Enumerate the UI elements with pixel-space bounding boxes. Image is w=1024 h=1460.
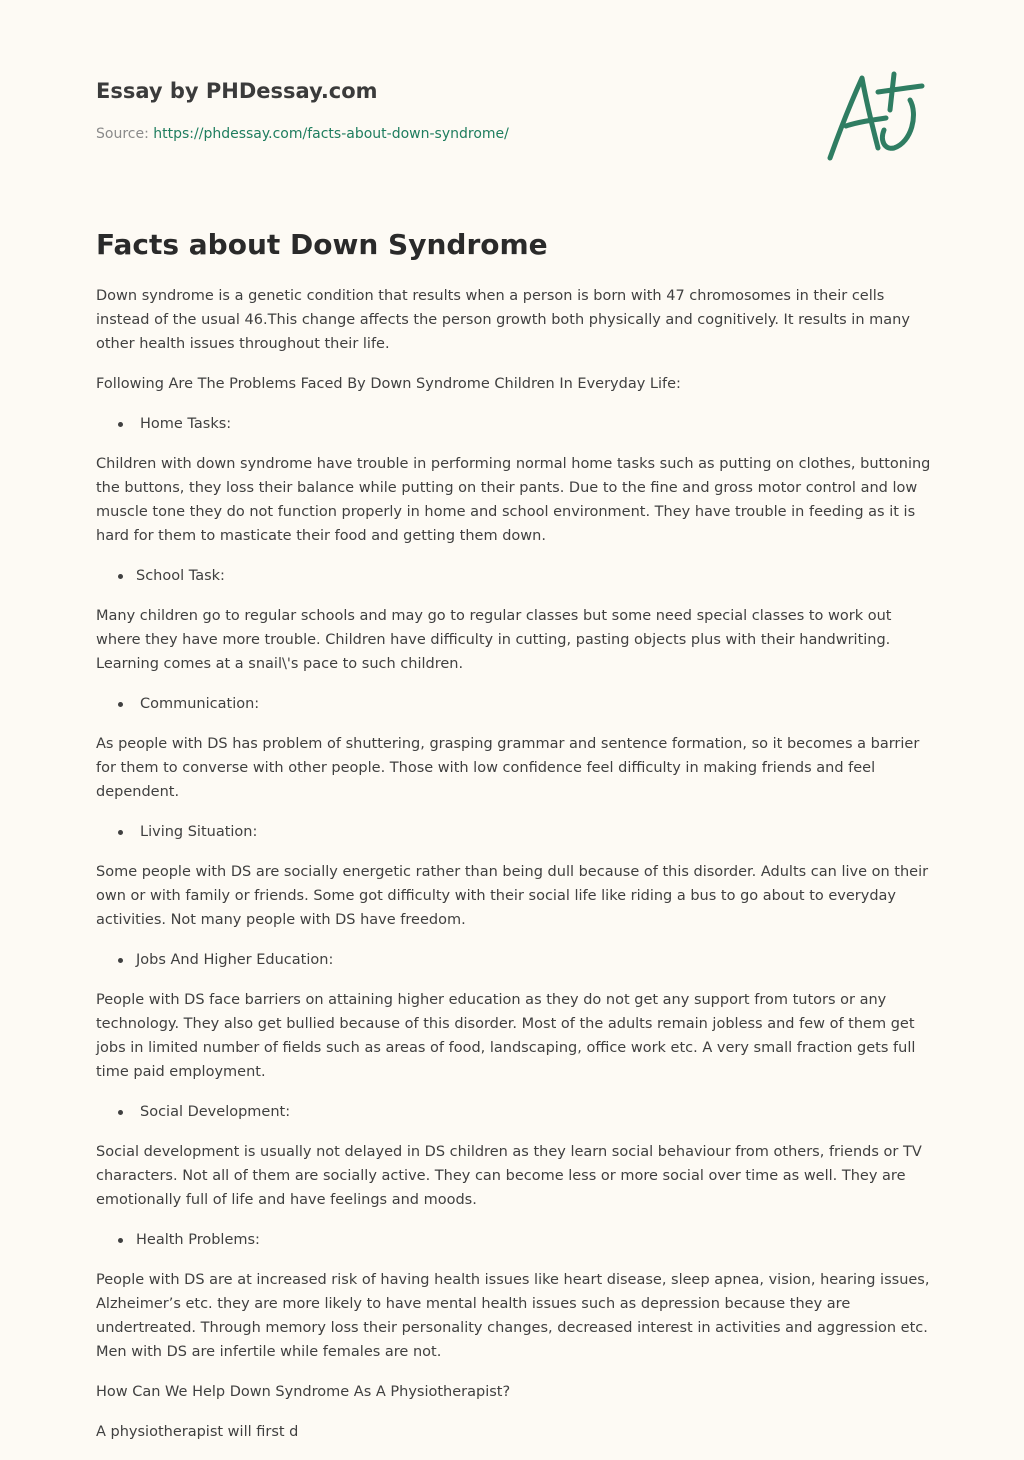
section-list-health — [96, 1228, 932, 1252]
section-heading: Social Development: — [140, 1104, 291, 1120]
list-item — [96, 948, 932, 972]
bullet-icon — [118, 830, 123, 835]
source-link[interactable]: https://phdessay.com/facts-about-down-syndrome/ — [153, 126, 509, 142]
source-label: Source: — [96, 126, 154, 142]
bullet-icon — [118, 702, 123, 707]
section-heading: School Task: — [136, 568, 225, 584]
closing-question: How Can We Help Down Syndrome As A Physiotherapist? — [96, 1384, 511, 1400]
list-item — [96, 692, 932, 716]
section-heading: Health Problems: — [136, 1232, 260, 1248]
section-heading: Living Situation: — [140, 824, 258, 840]
source-line — [96, 124, 509, 144]
brand-title: Essay by PHDessay.com — [96, 79, 378, 103]
lead-paragraph: Following Are The Problems Faced By Down Syndrome Children In Everyday Life: — [96, 376, 681, 392]
section-list-home — [96, 412, 932, 436]
list-item — [96, 564, 932, 588]
section-list-school — [96, 564, 932, 588]
bullet-icon — [118, 1110, 123, 1115]
section-list-living — [96, 820, 932, 844]
list-item — [96, 1100, 932, 1124]
closing-fragment: A physiotherapist will first d — [96, 1424, 299, 1440]
section-list-jobs — [96, 948, 932, 972]
section-list-communication — [96, 692, 932, 716]
section-heading: Jobs And Higher Education: — [136, 952, 334, 968]
bullet-icon — [118, 958, 123, 963]
section-body: Children with down syndrome have trouble in performing normal home tasks such as putting on clothes, buttoning the buttons, they loss their balance while putting on their pants. Due to the fine and gross motor control and low muscle tone they do not function properly in home and school environment. They have trouble in feeding as it is hard for them to masticate their food and getting them down. — [96, 456, 931, 544]
section-body: Some people with DS are socially energetic rather than being dull because of this disorder. Adults can live on their own or with family or friends. Some got difficulty with their social life like riding a bus to go about to everyday activities. Not many people with DS have freedom. — [96, 864, 929, 928]
section-body: As people with DS has problem of shuttering, grasping grammar and sentence formation, so it becomes a barrier for them to converse with other people. Those with low confidence feel difficulty in making friends and feel dependent. — [96, 736, 920, 800]
section-body: Social development is usually not delayed in DS children as they learn social behaviour from others, friends or TV characters. Not all of them are socially active. They can become less or more social over time as well. They are emotionally full of life and have feelings and moods. — [96, 1144, 922, 1208]
essay-body — [96, 284, 932, 1460]
list-item — [96, 412, 932, 436]
section-body: People with DS face barriers on attaining higher education as they do not get any support from tutors or any technology. They also get bullied because of this disorder. Most of the adults remain jobless and few of them get jobs in limited number of fields such as areas of food, landscaping, office work etc. A very small fraction gets full time paid employment. — [96, 992, 916, 1080]
list-item — [96, 1228, 932, 1252]
essay-title: Facts about Down Syndrome — [96, 228, 548, 261]
bullet-icon — [118, 1238, 123, 1243]
intro-paragraph: Down syndrome is a genetic condition that results when a person is born with 47 chromosomes in their cells instead of the usual 46.This change affects the person growth both physically and cognitively. It results in many other health issues throughout their life. — [96, 288, 910, 352]
list-item — [96, 820, 932, 844]
bullet-icon — [118, 574, 123, 579]
section-list-social — [96, 1100, 932, 1124]
section-heading: Communication: — [140, 696, 260, 712]
section-body: People with DS are at increased risk of having health issues like heart disease, sleep apnea, vision, hearing issues, Alzheimer’s etc. they are more likely to have mental health issues such as depression because they are undertreated. Through memory loss their personality changes, decreased interest in activities and aggression etc. Men with DS are infertile while females are not. — [96, 1272, 930, 1360]
bullet-icon — [118, 422, 123, 427]
a-plus-logo — [822, 70, 926, 164]
section-body: Many children go to regular schools and may go to regular classes but some need special classes to work out where they have more trouble. Children have difficulty in cutting, pasting objects plus with their handwriting. Learning comes at a snail\'s pace to such children. — [96, 608, 892, 672]
section-heading: Home Tasks: — [140, 416, 232, 432]
